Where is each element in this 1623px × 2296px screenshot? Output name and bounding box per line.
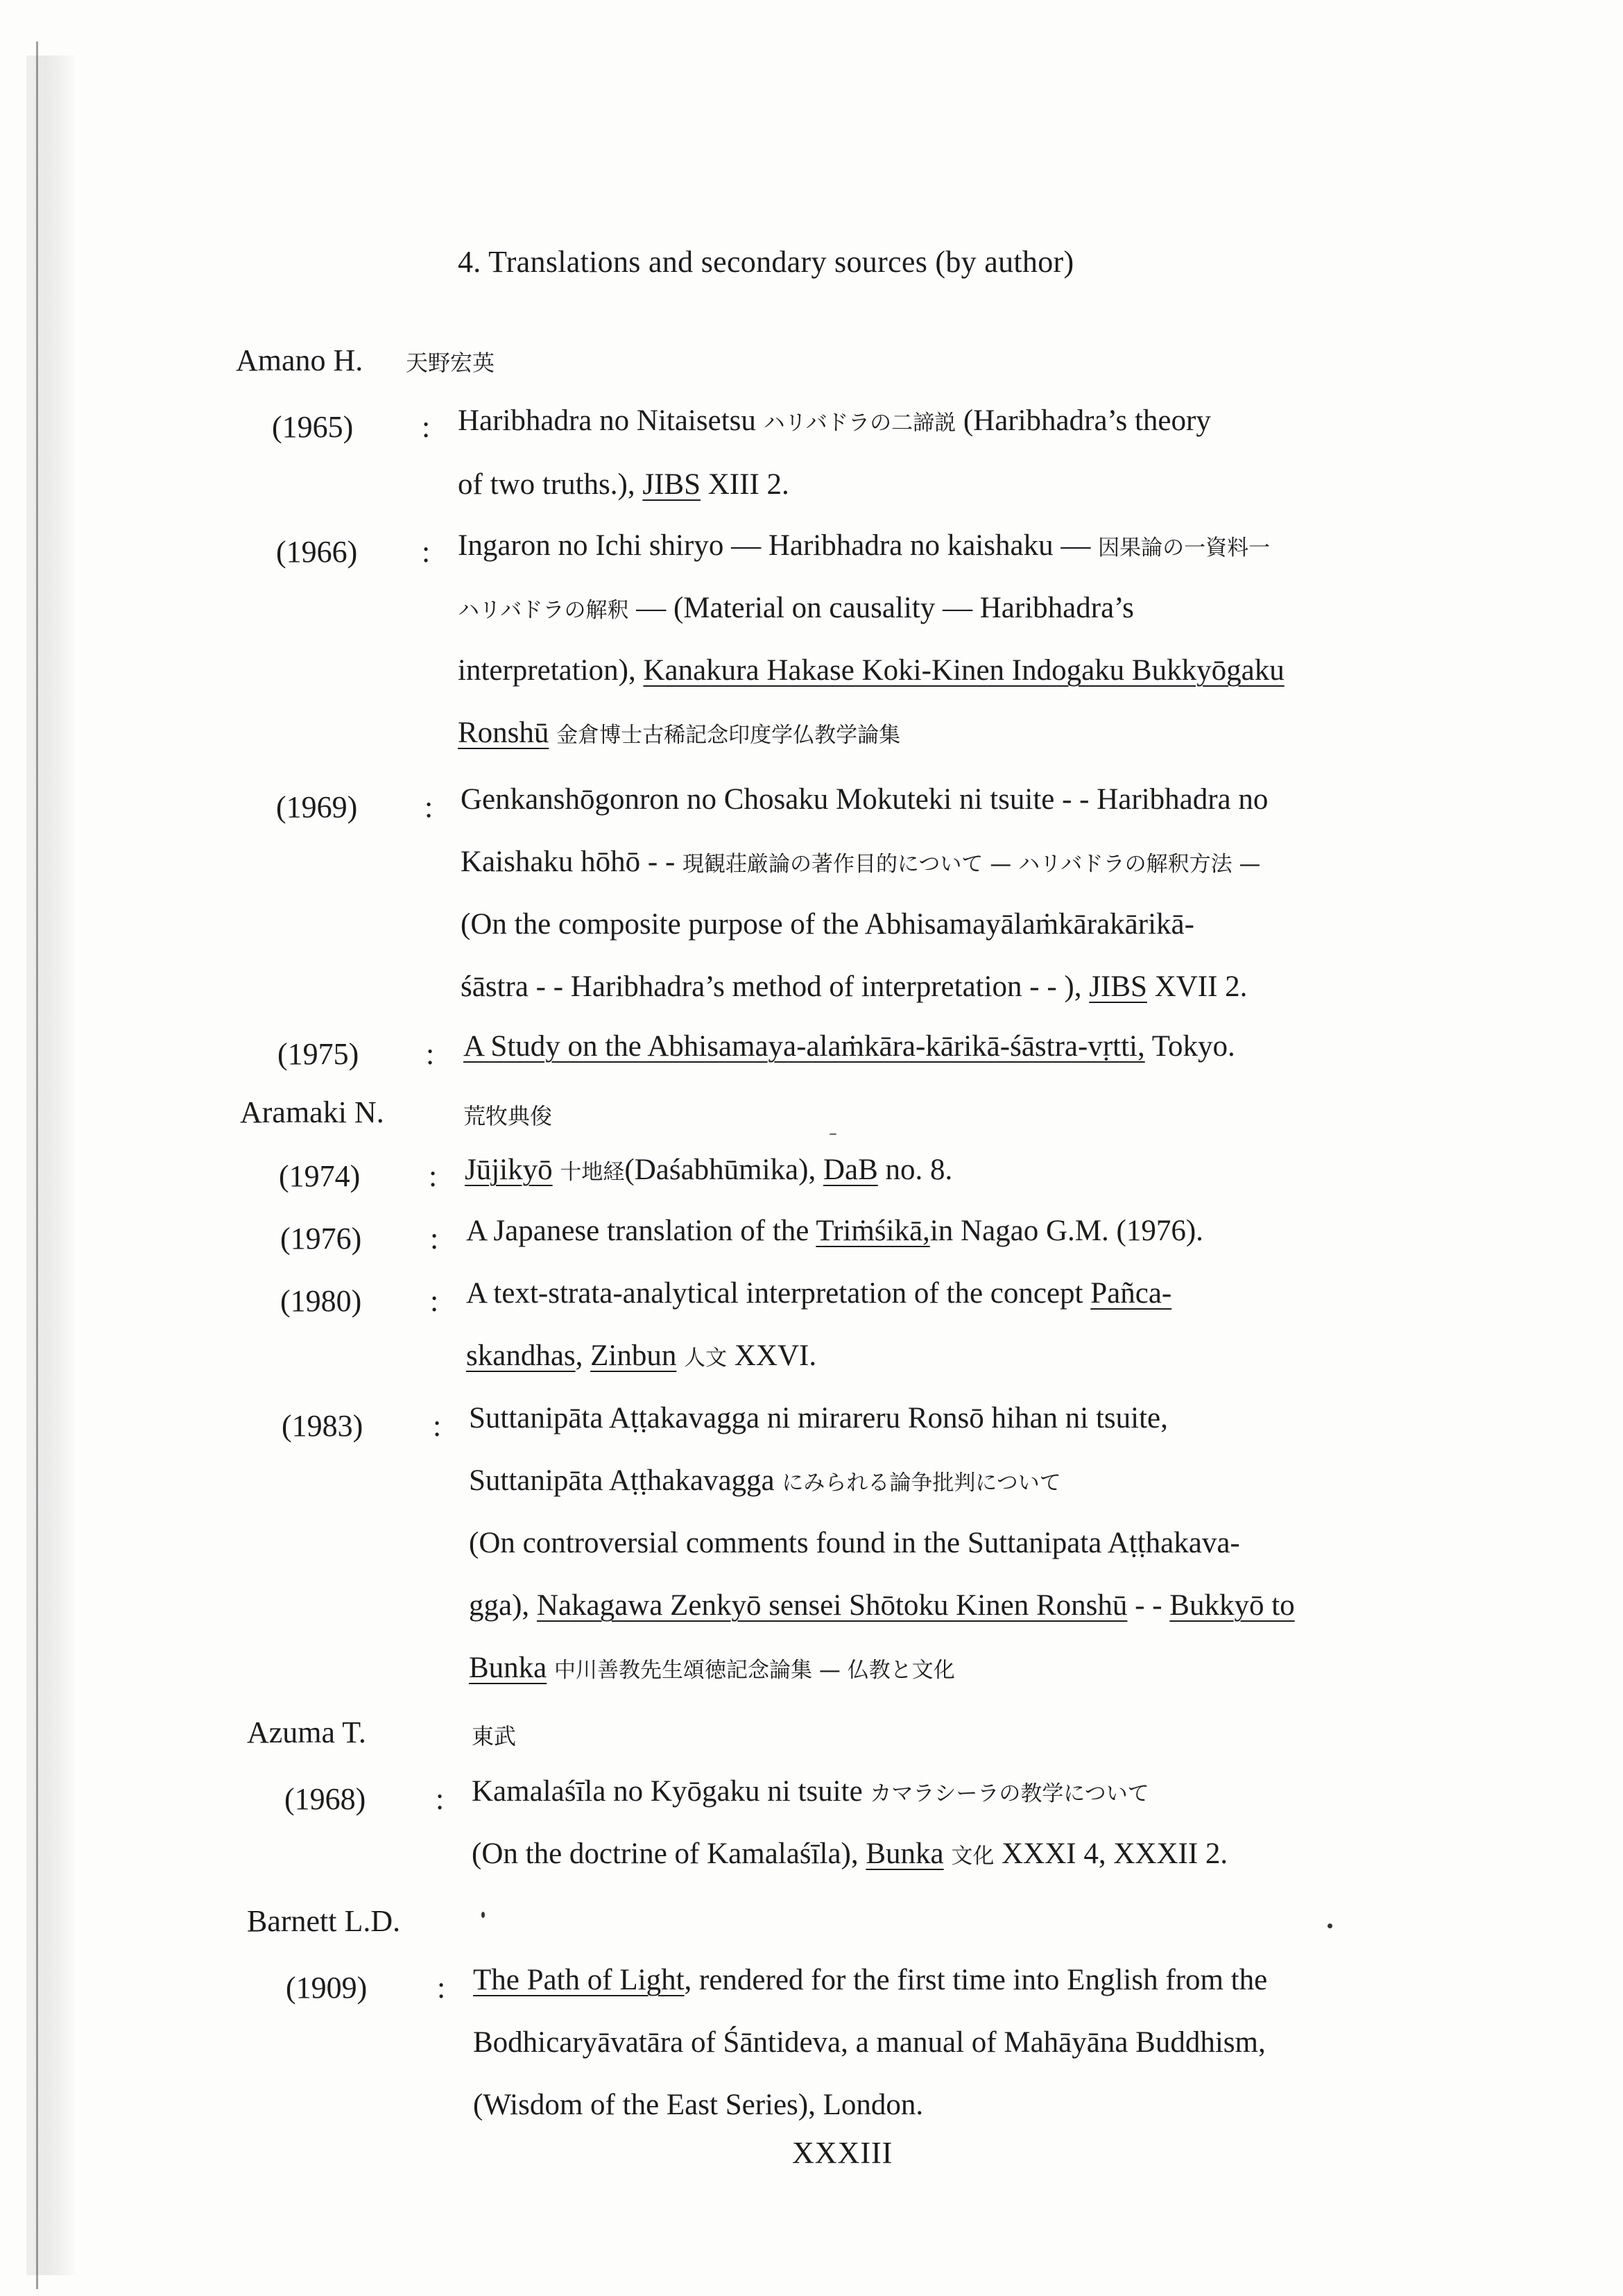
- author-name: Aramaki N.: [240, 1095, 384, 1129]
- entry-year: (1965): [272, 410, 354, 444]
- entry-line: Genkanshōgonron no Chosaku Mokuteki ni tsuite - - Haribhadra no: [461, 783, 1269, 816]
- entry-line: skandhas, Zinbun 人文 XXVI.: [466, 1339, 817, 1372]
- japanese-text: 因果論の一資料一: [1098, 536, 1271, 560]
- author-heading: [236, 343, 363, 378]
- underlined-title: Bukkyō to: [1169, 1589, 1295, 1622]
- author-name-jp-text: 天野宏英: [406, 350, 495, 376]
- japanese-text: ハリバドラの二諦説: [763, 411, 956, 436]
- entry-year: (1983): [282, 1409, 363, 1443]
- underlined-title: Triṁśikā,: [816, 1215, 930, 1247]
- entry-colon: :: [430, 1222, 439, 1256]
- author-name-jp-text: 東武: [472, 1723, 517, 1749]
- author-name: Azuma T.: [247, 1715, 366, 1749]
- scan-speck: [481, 1912, 485, 1918]
- japanese-text: 金倉博士古稀記念印度学仏教学論集: [556, 723, 901, 748]
- entry-line: (On controversial comments found in the Suttanipata Aṭṭhakava-: [469, 1527, 1240, 1559]
- entry-line: A text-strata-analytical interpretation of the concept Pañca-: [466, 1277, 1172, 1310]
- japanese-text: カマラシーラの教学について: [870, 1781, 1149, 1806]
- entry-line: Bodhicaryāvatāra of Śāntideva, a manual of Mahāyāna Buddhism,: [473, 2026, 1266, 2059]
- author-name: Barnett L.D.: [247, 1904, 401, 1938]
- entry-colon: :: [424, 790, 433, 824]
- entry-line: Jūjikyō 十地経(Daśabhūmika), DaB no. 8.: [465, 1154, 953, 1186]
- entry-line: A Japanese translation of the Triṁśikā,in Nagao G.M. (1976).: [466, 1215, 1203, 1247]
- underlined-title: skandhas: [466, 1339, 576, 1372]
- japanese-text: にみられる論争批判について: [782, 1471, 1061, 1496]
- underlined-title: Zinbun: [590, 1339, 677, 1372]
- japanese-text: 現観荘厳論の著作目的について — ハリバドラの解釈方法 —: [682, 852, 1261, 877]
- underlined-title: Nakagawa Zenkyō sensei Shōtoku Kinen Ronshū: [536, 1589, 1128, 1622]
- entry-year: (1980): [280, 1284, 362, 1318]
- entry-line: (On the doctrine of Kamalaśīla), Bunka 文化 XXXI 4, XXXII 2.: [472, 1837, 1228, 1870]
- japanese-text: 人文: [684, 1346, 728, 1371]
- entry-year: (1968): [284, 1782, 366, 1816]
- entry-year: (1975): [277, 1037, 359, 1071]
- underlined-title: Ronshū: [458, 717, 549, 749]
- entry-line: A Study on the Abhisamaya-alaṁkāra-kārikā-śāstra-vṛtti, Tokyo.: [463, 1030, 1235, 1063]
- scan-speck: [830, 1133, 836, 1135]
- entry-line: interpretation), Kanakura Hakase Koki-Kinen Indogaku Bukkyōgaku: [458, 654, 1285, 687]
- japanese-text: 十地経: [560, 1160, 625, 1185]
- japanese-text: 文化: [951, 1844, 995, 1869]
- author-name-jp-text: 荒牧典俊: [463, 1103, 553, 1129]
- entry-line: Kamalaśīla no Kyōgaku ni tsuite カマラシーラの教学について: [472, 1775, 1149, 1808]
- entry-year: (1974): [279, 1159, 361, 1193]
- entry-line: ハリバドラの解釈 — (Material on causality — Haribhadra’s: [458, 592, 1134, 624]
- entry-colon: :: [426, 1037, 435, 1071]
- entry-line: Kaishaku hōhō - - 現観荘厳論の著作目的について — ハリバドラの解釈方法 —: [461, 846, 1261, 878]
- entry-line: Suttanipāta Aṭṭhakavagga にみられる論争批判について: [469, 1464, 1061, 1497]
- entry-line: Haribhadra no Nitaisetsu ハリバドラの二諦説 (Haribhadra’s theory: [458, 404, 1211, 437]
- underlined-title: Kanakura Hakase Koki-Kinen Indogaku Bukkyōgaku: [643, 654, 1285, 687]
- underlined-title: JIBS: [1089, 970, 1147, 1003]
- entry-colon: :: [422, 535, 431, 569]
- underlined-title: The Path of Light: [473, 1964, 685, 1996]
- entry-year: (1966): [276, 535, 358, 569]
- entry-colon: :: [436, 1782, 445, 1816]
- entry-year: (1969): [276, 790, 358, 824]
- entry-line: [469, 1651, 955, 1685]
- underlined-title: DaB: [823, 1154, 878, 1186]
- entry-line: (On the composite purpose of the Abhisamayālaṁkārakārikā-: [461, 908, 1194, 941]
- underlined-title: Bunka: [866, 1837, 944, 1870]
- entry-colon: :: [437, 1971, 446, 2005]
- entry-line: Ingaron no Ichi shiryo — Haribhadra no kaishaku — 因果論の一資料一: [458, 529, 1271, 562]
- scan-shadow: [26, 55, 75, 2275]
- entry-line: (Wisdom of the East Series), London.: [473, 2089, 924, 2121]
- entry-colon: :: [422, 410, 431, 444]
- scan-speck: [1328, 1924, 1332, 1928]
- author-name: Amano H.: [236, 343, 363, 377]
- underlined-title: Pañca-: [1090, 1277, 1172, 1310]
- entry-line: gga), Nakagawa Zenkyō sensei Shōtoku Kinen Ronshū - - Bukkyō to: [469, 1589, 1295, 1622]
- author-heading: [247, 1903, 400, 1939]
- entry-line: śāstra - - Haribhadra’s method of interpretation - - ), JIBS XVII 2.: [461, 970, 1248, 1003]
- entry-line: of two truths.), JIBS XIII 2.: [458, 468, 789, 501]
- entry-year: (1909): [286, 1971, 368, 2005]
- japanese-text: 中川善教先生頌徳記念論集 — 仏教と文化: [554, 1658, 955, 1683]
- scan-margin-line: [36, 42, 38, 2289]
- entry-colon: :: [433, 1409, 442, 1443]
- section-title: 4. Translations and secondary sources (by author): [458, 245, 1074, 279]
- entry-year: (1976): [280, 1222, 362, 1256]
- entry-colon: :: [429, 1159, 438, 1193]
- underlined-title: A Study on the Abhisamaya-alaṁkāra-kārikā-śāstra-vṛtti,: [463, 1030, 1145, 1063]
- underlined-title: Bunka: [469, 1652, 547, 1684]
- japanese-text: ハリバドラの解釈: [458, 598, 629, 623]
- underlined-title: JIBS: [642, 468, 701, 501]
- entry-colon: :: [430, 1284, 439, 1318]
- entry-line: The Path of Light, rendered for the first time into English from the: [473, 1964, 1268, 1996]
- page-number: XXXIII: [792, 2136, 893, 2170]
- author-heading: [247, 1715, 366, 1750]
- underlined-title: Jūjikyō: [465, 1154, 553, 1186]
- entry-line: [458, 716, 900, 750]
- entry-line: Suttanipāta Aṭṭakavagga ni mirareru Ronsō hihan ni tsuite,: [469, 1402, 1168, 1434]
- author-heading: [240, 1095, 384, 1130]
